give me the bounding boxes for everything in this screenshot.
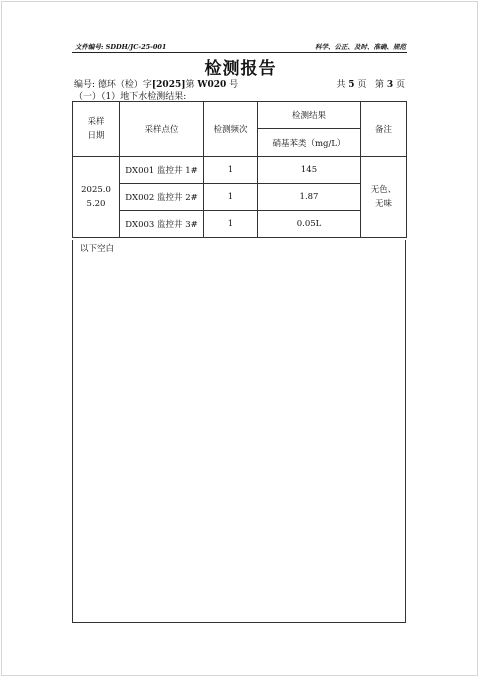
value-cell: 0.05L <box>258 211 361 238</box>
total-pages: 5 <box>348 80 355 90</box>
blank-note: 以下空白 <box>80 244 115 254</box>
frequency-cell: 1 <box>204 211 258 238</box>
total-pages-prefix: 共 <box>336 80 349 90</box>
report-number-mid: 第 <box>185 80 198 90</box>
report-number-suffix: 号 <box>226 80 239 90</box>
current-page-suffix: 页 <box>393 80 405 90</box>
value-cell: 1.87 <box>258 184 361 211</box>
blank-area <box>72 240 406 623</box>
header-date: 采样日期 <box>73 102 120 157</box>
table-row <box>73 211 407 238</box>
current-page: 3 <box>386 80 394 90</box>
frequency-cell: 1 <box>204 184 258 211</box>
page-counter <box>336 77 405 90</box>
location-cell: DX003 监控井 3# <box>120 211 204 238</box>
results-table <box>72 101 407 238</box>
header-result-group: 检测结果 <box>258 102 361 129</box>
value-cell: 145 <box>258 157 361 184</box>
table-header-row <box>73 102 407 129</box>
current-page-prefix: 第 <box>374 80 387 90</box>
header-location: 采样点位 <box>120 102 204 157</box>
report-year: [2025] <box>151 80 186 90</box>
remark-cell: 无色、无味 <box>361 157 407 238</box>
total-pages-suffix: 页 <box>354 80 367 90</box>
file-number: 文件编号: SDDH/JC-25-001 <box>75 43 167 51</box>
location-cell: DX001 监控井 1# <box>120 157 204 184</box>
table-row <box>73 157 407 184</box>
page-title: 检测报告 <box>204 59 277 79</box>
table-row <box>73 184 407 211</box>
report-code: W020 <box>197 80 227 90</box>
frequency-cell: 1 <box>204 157 258 184</box>
sampling-date: 2025.05.20 <box>73 157 120 238</box>
header-motto: 科学、公正、及时、准确、规范 <box>315 43 406 51</box>
header-rule <box>72 52 407 53</box>
header-parameter: 硝基苯类（mg/L） <box>258 129 361 157</box>
header-remark: 备注 <box>361 102 407 157</box>
report-number-prefix: 编号: 德环（检）字 <box>74 80 152 90</box>
section-title: （一）（1）地下水检测结果: <box>74 92 187 102</box>
location-cell: DX002 监控井 2# <box>120 184 204 211</box>
header-frequency: 检测频次 <box>204 102 258 157</box>
